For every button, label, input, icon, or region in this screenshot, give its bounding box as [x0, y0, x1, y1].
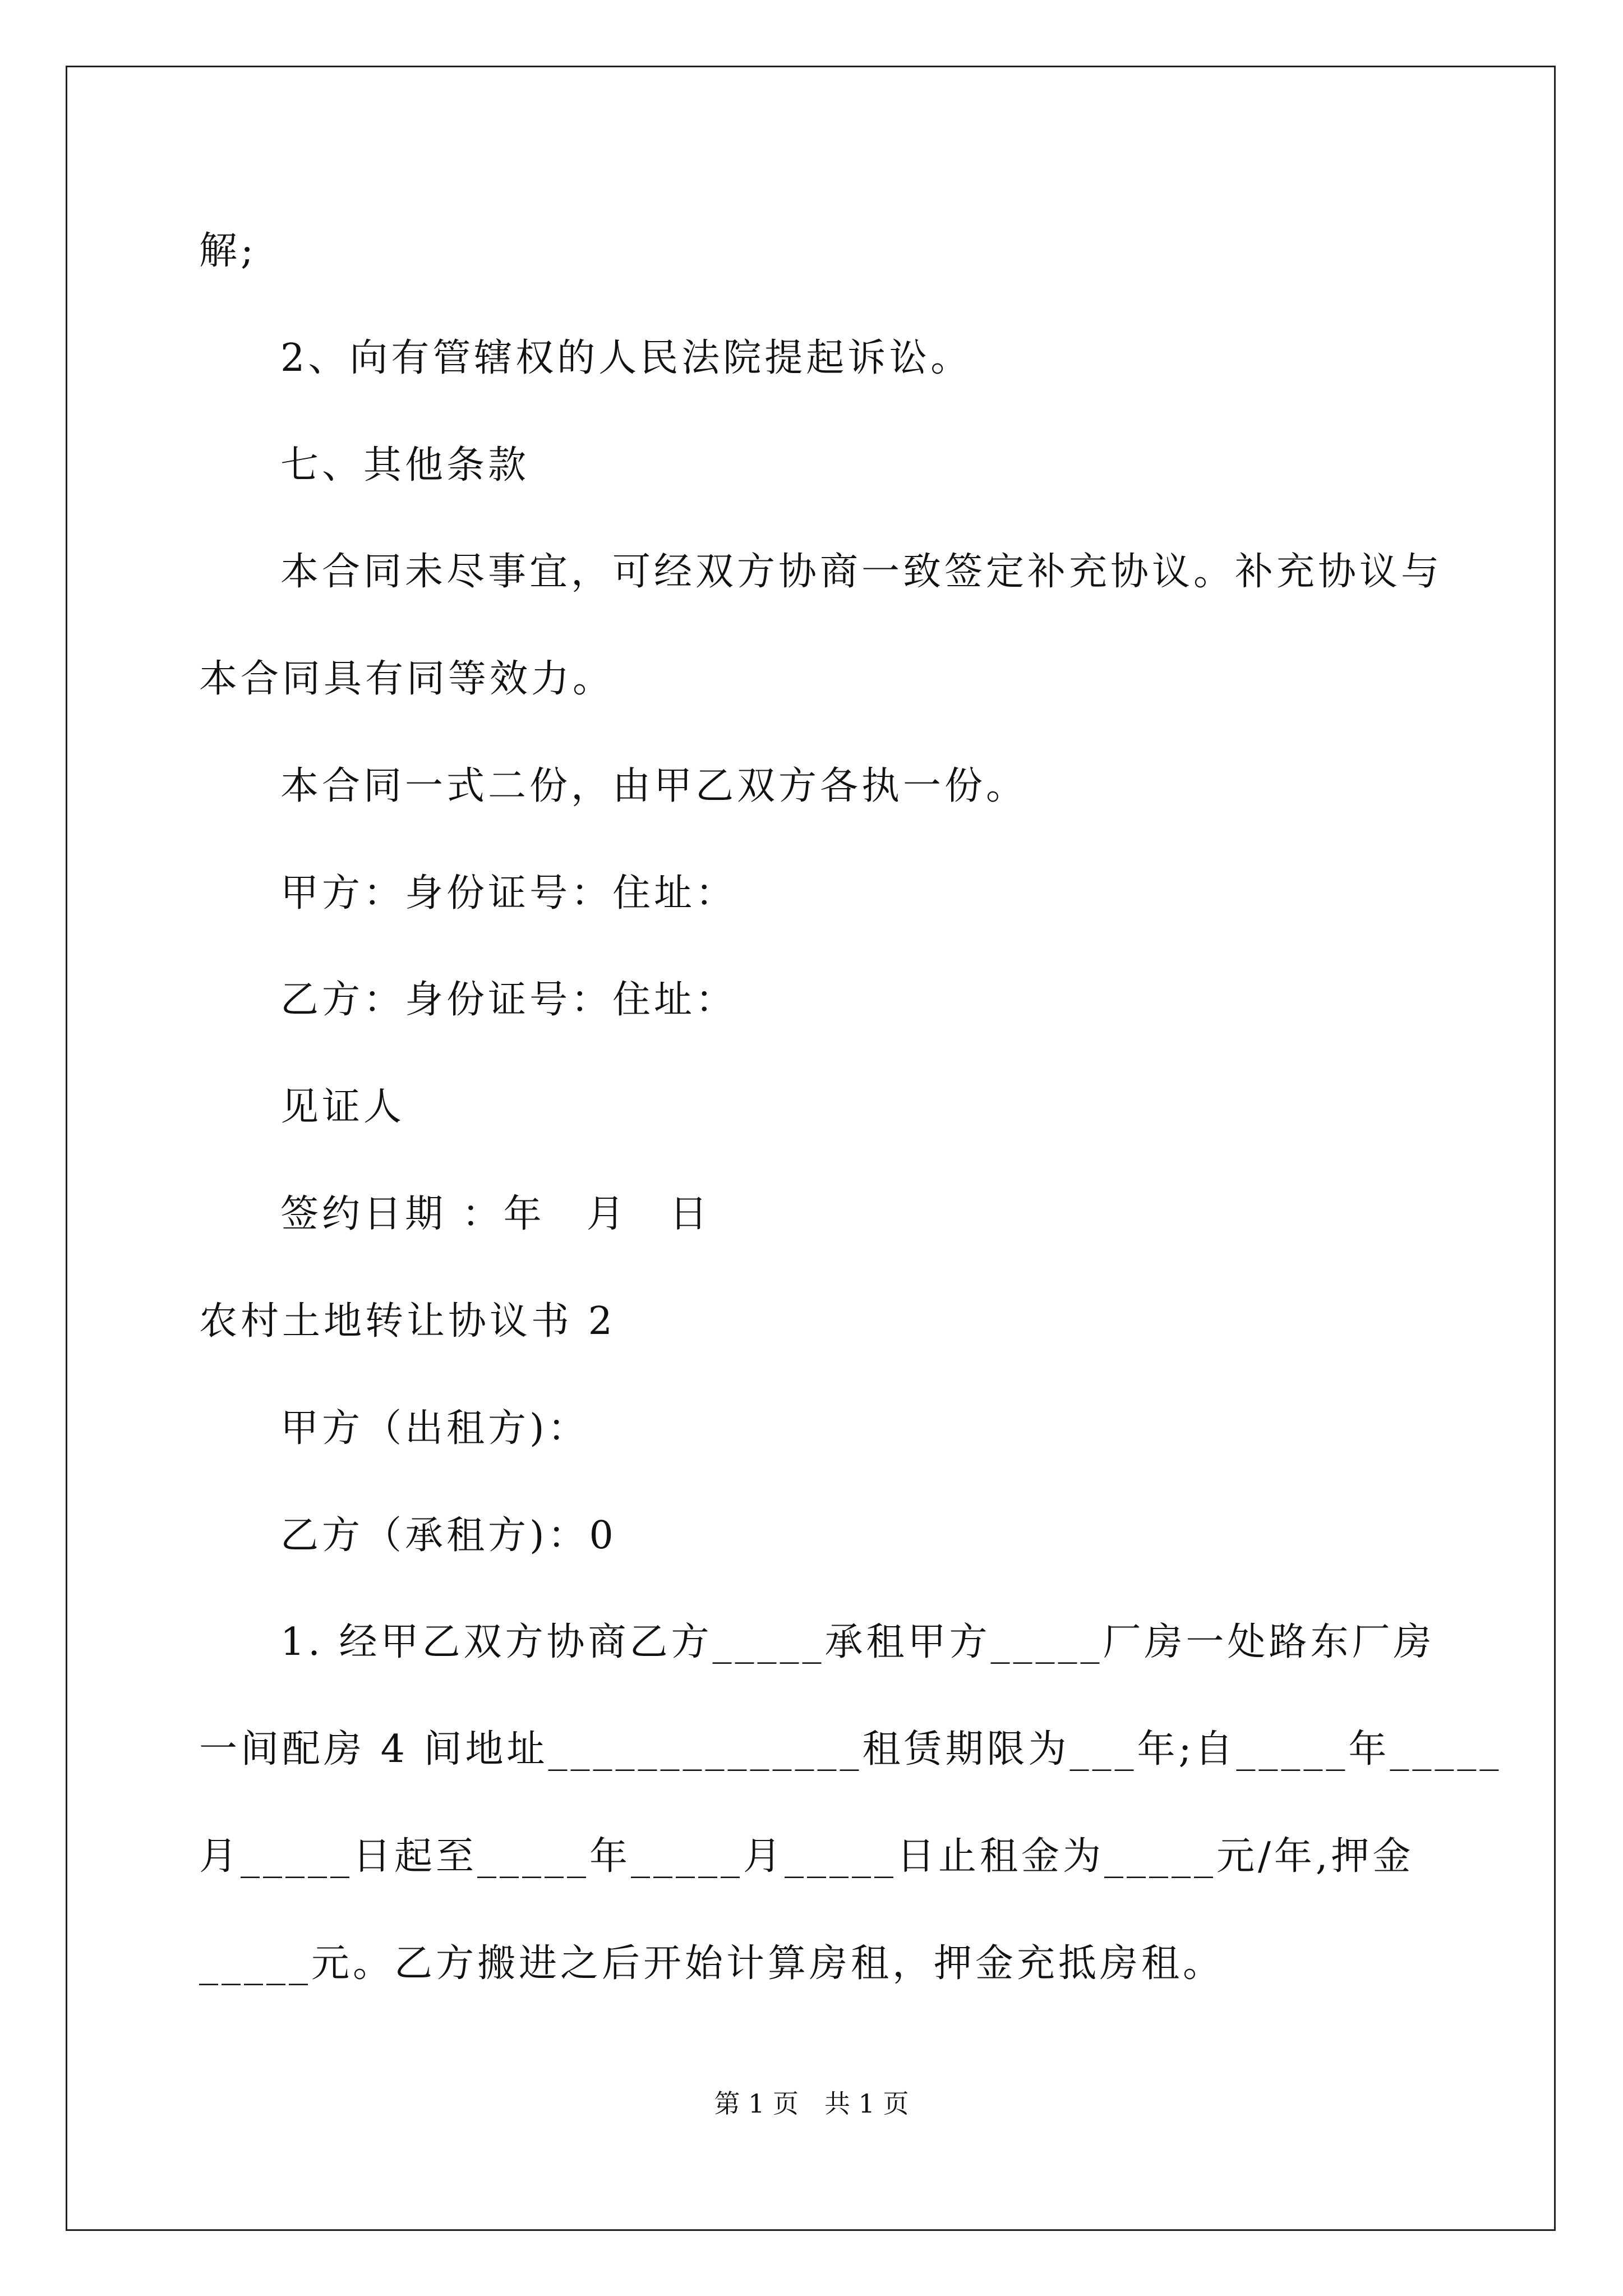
- party-a-info: 甲方：身份证号：住址：: [280, 871, 737, 915]
- witness-label: 见证人: [280, 1085, 405, 1129]
- text-line-4: 本合同未尽事宜，可经双方协商一致签定补充协议。补充协议与: [280, 550, 1443, 594]
- section-heading-other-terms: 七、其他条款: [280, 443, 530, 487]
- party-b-info: 乙方：身份证号：住址：: [280, 978, 737, 1022]
- clause-1-line-2: 一间配房 4 间地址______________租赁期限为___年;自_____年_____: [199, 1727, 1502, 1772]
- text-line-6: 本合同一式二份，由甲乙双方各执一份。: [280, 764, 1028, 808]
- clause-1-line-1: 1. 经甲乙双方协商乙方_____承租甲方_____厂房一处路东厂房: [280, 1620, 1435, 1664]
- lessor-label: 甲方（出租方)：: [280, 1406, 589, 1451]
- clause-1-line-4: _____元。乙方搬进之后开始计算房租，押金充抵房租。: [199, 1941, 1225, 1986]
- text-line-1: 解;: [199, 229, 257, 273]
- clause-1-line-3: 月_____日起至_____年_____月_____日止租金为_____元/年,押金: [199, 1834, 1414, 1879]
- signing-date: 签约日期 ：年 月 日: [280, 1192, 711, 1236]
- text-line-2: 2、向有管辖权的人民法院提起诉讼。: [280, 336, 972, 380]
- lessee-label: 乙方（承租方)：0: [280, 1513, 617, 1558]
- text-line-5: 本合同具有同等效力。: [199, 657, 615, 701]
- document-title-2: 农村土地转让协议书 2: [199, 1299, 616, 1343]
- page-border: [66, 66, 1556, 2231]
- page-number-footer: 第 1 页 共 1 页: [714, 2088, 909, 2119]
